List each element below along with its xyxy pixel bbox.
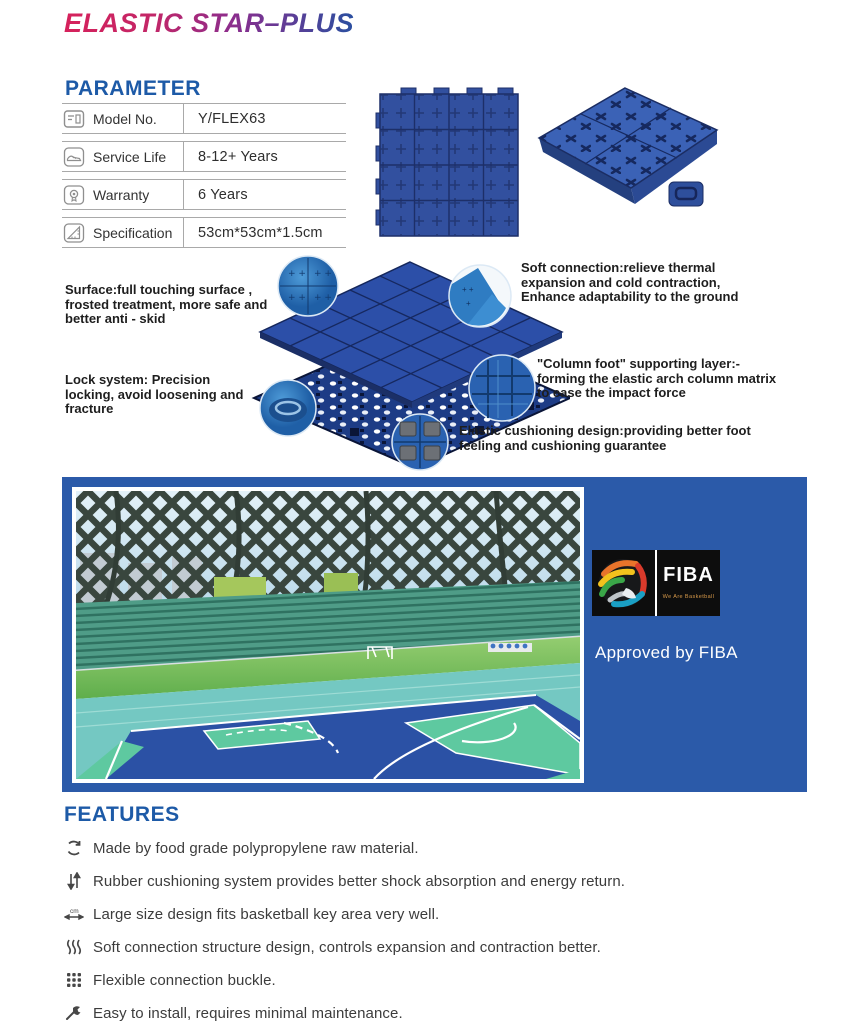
- list-item: [64, 871, 625, 891]
- param-label: Specification: [93, 224, 173, 241]
- svg-text:+ +: + +: [288, 269, 306, 279]
- lock-detail-callout: [260, 380, 316, 436]
- size-cm-list-item: [64, 904, 625, 924]
- table-row: [62, 217, 346, 248]
- parameter-heading: PARAMETER: [65, 77, 201, 100]
- install-tool-icon: [64, 1003, 84, 1023]
- feature-text: Soft connection structure design, controls expansion and contraction better.: [93, 938, 601, 956]
- fiba-wordmark-box: [657, 550, 720, 616]
- feature-text: Made by food grade polypropylene raw material.: [93, 839, 419, 857]
- feature-text: Easy to install, requires minimal maintenance.: [93, 1004, 403, 1022]
- recycle-icon: [64, 838, 84, 858]
- svg-text:+ +: + +: [314, 269, 332, 279]
- list-item: [64, 937, 625, 957]
- tile-top-view-image: [374, 86, 520, 243]
- shock-arrows-icon: [64, 871, 84, 891]
- column-foot-detail-callout: [469, 355, 535, 421]
- list-item: [64, 1003, 625, 1023]
- param-value: 53cm*53cm*1.5cm: [198, 224, 323, 241]
- shoe-icon: [63, 146, 85, 168]
- parameter-table: [62, 103, 346, 255]
- list-item: [64, 970, 625, 990]
- annotation-soft-connection: Soft connection:relieve thermal expansion and cold contraction, Enhance adaptability to the ground: [521, 260, 739, 305]
- page-title: ELASTIC STAR–PLUS: [64, 8, 355, 38]
- features-list: [64, 838, 625, 1024]
- param-value: 6 Years: [198, 186, 248, 203]
- svg-text:+ +: + +: [462, 285, 474, 294]
- feature-text: Large size design fits basketball key area very well.: [93, 905, 440, 923]
- svg-text:cm: cm: [70, 908, 79, 915]
- list-item: [64, 838, 625, 858]
- table-row: [62, 141, 346, 172]
- approved-by-fiba-caption: Approved by FIBA: [595, 643, 738, 662]
- param-label: Model No.: [93, 110, 157, 127]
- param-value: 8-12+ Years: [198, 148, 279, 165]
- fiba-globe-icon: [592, 550, 655, 616]
- fiba-approval-panel: [62, 477, 807, 792]
- param-value: Y/FLEX63: [198, 110, 266, 127]
- svg-text:+ +: + +: [314, 293, 332, 303]
- fiba-wordmark: FIBA: [663, 564, 714, 586]
- feature-text: Rubber cushioning system provides better shock absorption and energy return.: [93, 872, 626, 890]
- fiba-logo-block: [592, 550, 782, 616]
- annotation-surface: Surface:full touching surface , frosted treatment, more safe and better anti - skid: [65, 282, 268, 327]
- surface-detail-callout: [278, 256, 338, 316]
- fiba-tagline: We Are Basketball: [662, 594, 715, 600]
- annotation-lock-system: Lock system: Precision locking, avoid loosening and fracture: [65, 372, 244, 417]
- svg-text:+: +: [466, 299, 471, 308]
- size-cm-icon: [64, 904, 84, 924]
- svg-text:+ +: + +: [288, 293, 306, 303]
- spec-sheet-icon: [63, 108, 85, 130]
- buckle-grid-icon: [64, 970, 84, 990]
- table-row: [62, 179, 346, 210]
- cushion-detail-callout: [392, 414, 448, 470]
- features-heading: FEATURES: [64, 803, 180, 826]
- feature-text: Flexible connection buckle.: [93, 971, 276, 989]
- param-label: Warranty: [93, 186, 150, 203]
- tile-corner-view-image: [531, 86, 719, 225]
- fiba-logo: [592, 550, 720, 616]
- table-row: [62, 103, 346, 134]
- ruler-icon: [63, 222, 85, 244]
- param-label: Service Life: [93, 148, 167, 165]
- annotation-column-foot: "Column foot" supporting layer:- forming the elastic arch column matrix to ease the impact force: [537, 356, 777, 401]
- wave-lines-icon: [64, 937, 84, 957]
- warranty-badge-icon: [63, 184, 85, 206]
- soft-connection-detail-callout: [449, 265, 511, 327]
- stadium-court-photo: [72, 487, 584, 783]
- annotation-elastic-cushioning: Elastic cushioning design:providing better foot feeling and cushioning guarantee: [459, 423, 751, 453]
